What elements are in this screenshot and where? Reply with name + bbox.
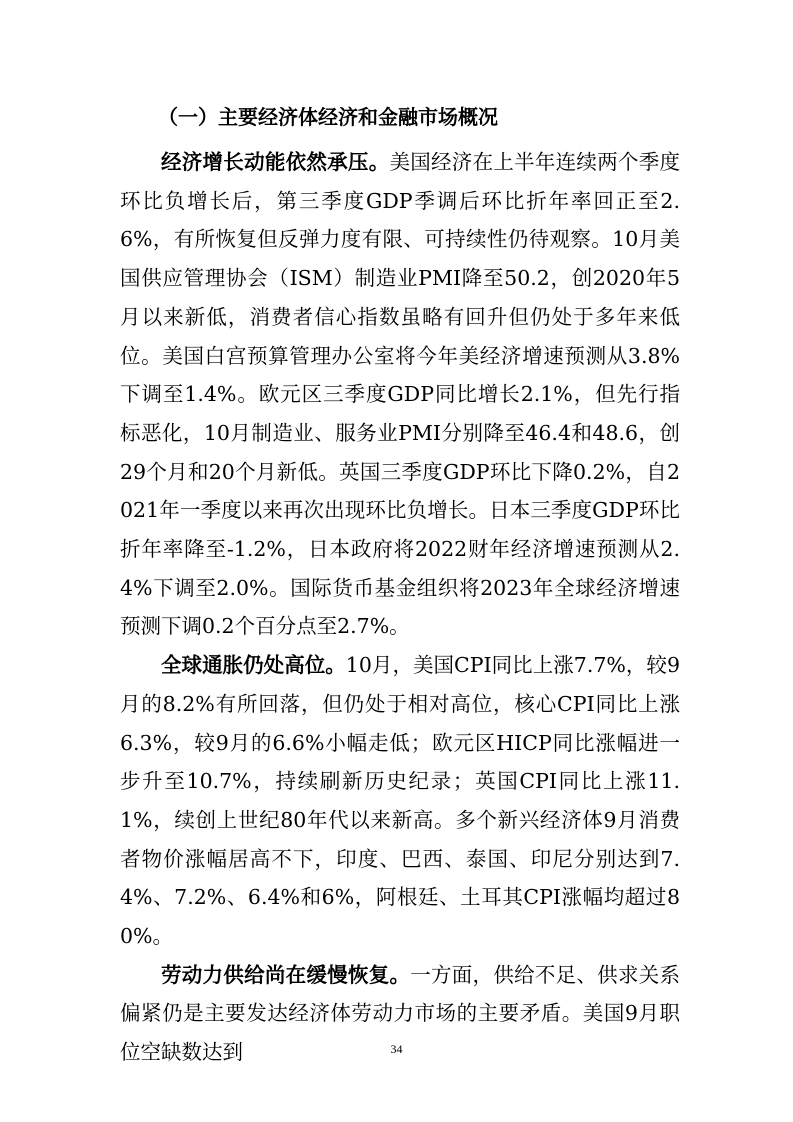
paragraph-text: 美国经济在上半年连续两个季度环比负增长后，第三季度GDP季调后环比折年率回正至2.6%，有所恢复但反弹力度有限、可持续性仍待观察。10月美国供应管理协会（ISM）制造业PMI降至50.2，创2020年5月以来新低，消费者信心指数虽略有回升但仍处于多年来低位。美国白宫预算管理办公室将今年美经济增速预测从3.8%下调至1.4%。欧元区三季度GDP同比增长2.1%，但先行指标恶化，10月制造业、服务业PMI分别降至46.4和48.6，创29个月和20个月新低。英国三季度GDP环比下降0.2%，自2021年一季度以来再次出现环比负增长。日本三季度GDP环比折年率降至-1.2%，日本政府将2022财年经济增速预测从2.4%下调至2.0%。国际货币基金组织将2023年全球经济增速预测下调0.2个百分点至2.7%。 [120,150,681,639]
section-heading: （一）主要经济体经济和金融市场概况 [158,105,498,129]
paragraph-global-inflation [120,646,680,956]
paragraph-text: 一方面，供给不足、供求关系偏紧仍是主要发达经济体劳动力市场的主要矛盾。美国9月职位空缺数达到 [120,962,680,1065]
paragraph-lead: 全球通胀仍处高位。 [161,653,346,678]
paragraph-economic-growth [120,143,680,646]
paragraph-text: 10月，美国CPI同比上涨7.7%，较9月的8.2%有所回落，但仍处于相对高位，核心CPI同比上涨6.3%，较9月的6.6%小幅走低；欧元区HICP同比涨幅进一步升至10.7%，持续刷新历史纪录；英国CPI同比上涨11.1%，续创上世纪80年代以来新高。多个新兴经济体9月消费者物价涨幅居高不下，印度、巴西、泰国、印尼分别达到7.4%、7.2%、6.4%和6%，阿根廷、土耳其CPI涨幅均超过80%。 [120,653,680,949]
body-text [120,143,680,1072]
paragraph-lead: 劳动力供给尚在缓慢恢复。 [161,962,411,987]
page-number: 34 [390,1042,403,1056]
paragraph-lead: 经济增长动能依然承压。 [161,150,390,174]
